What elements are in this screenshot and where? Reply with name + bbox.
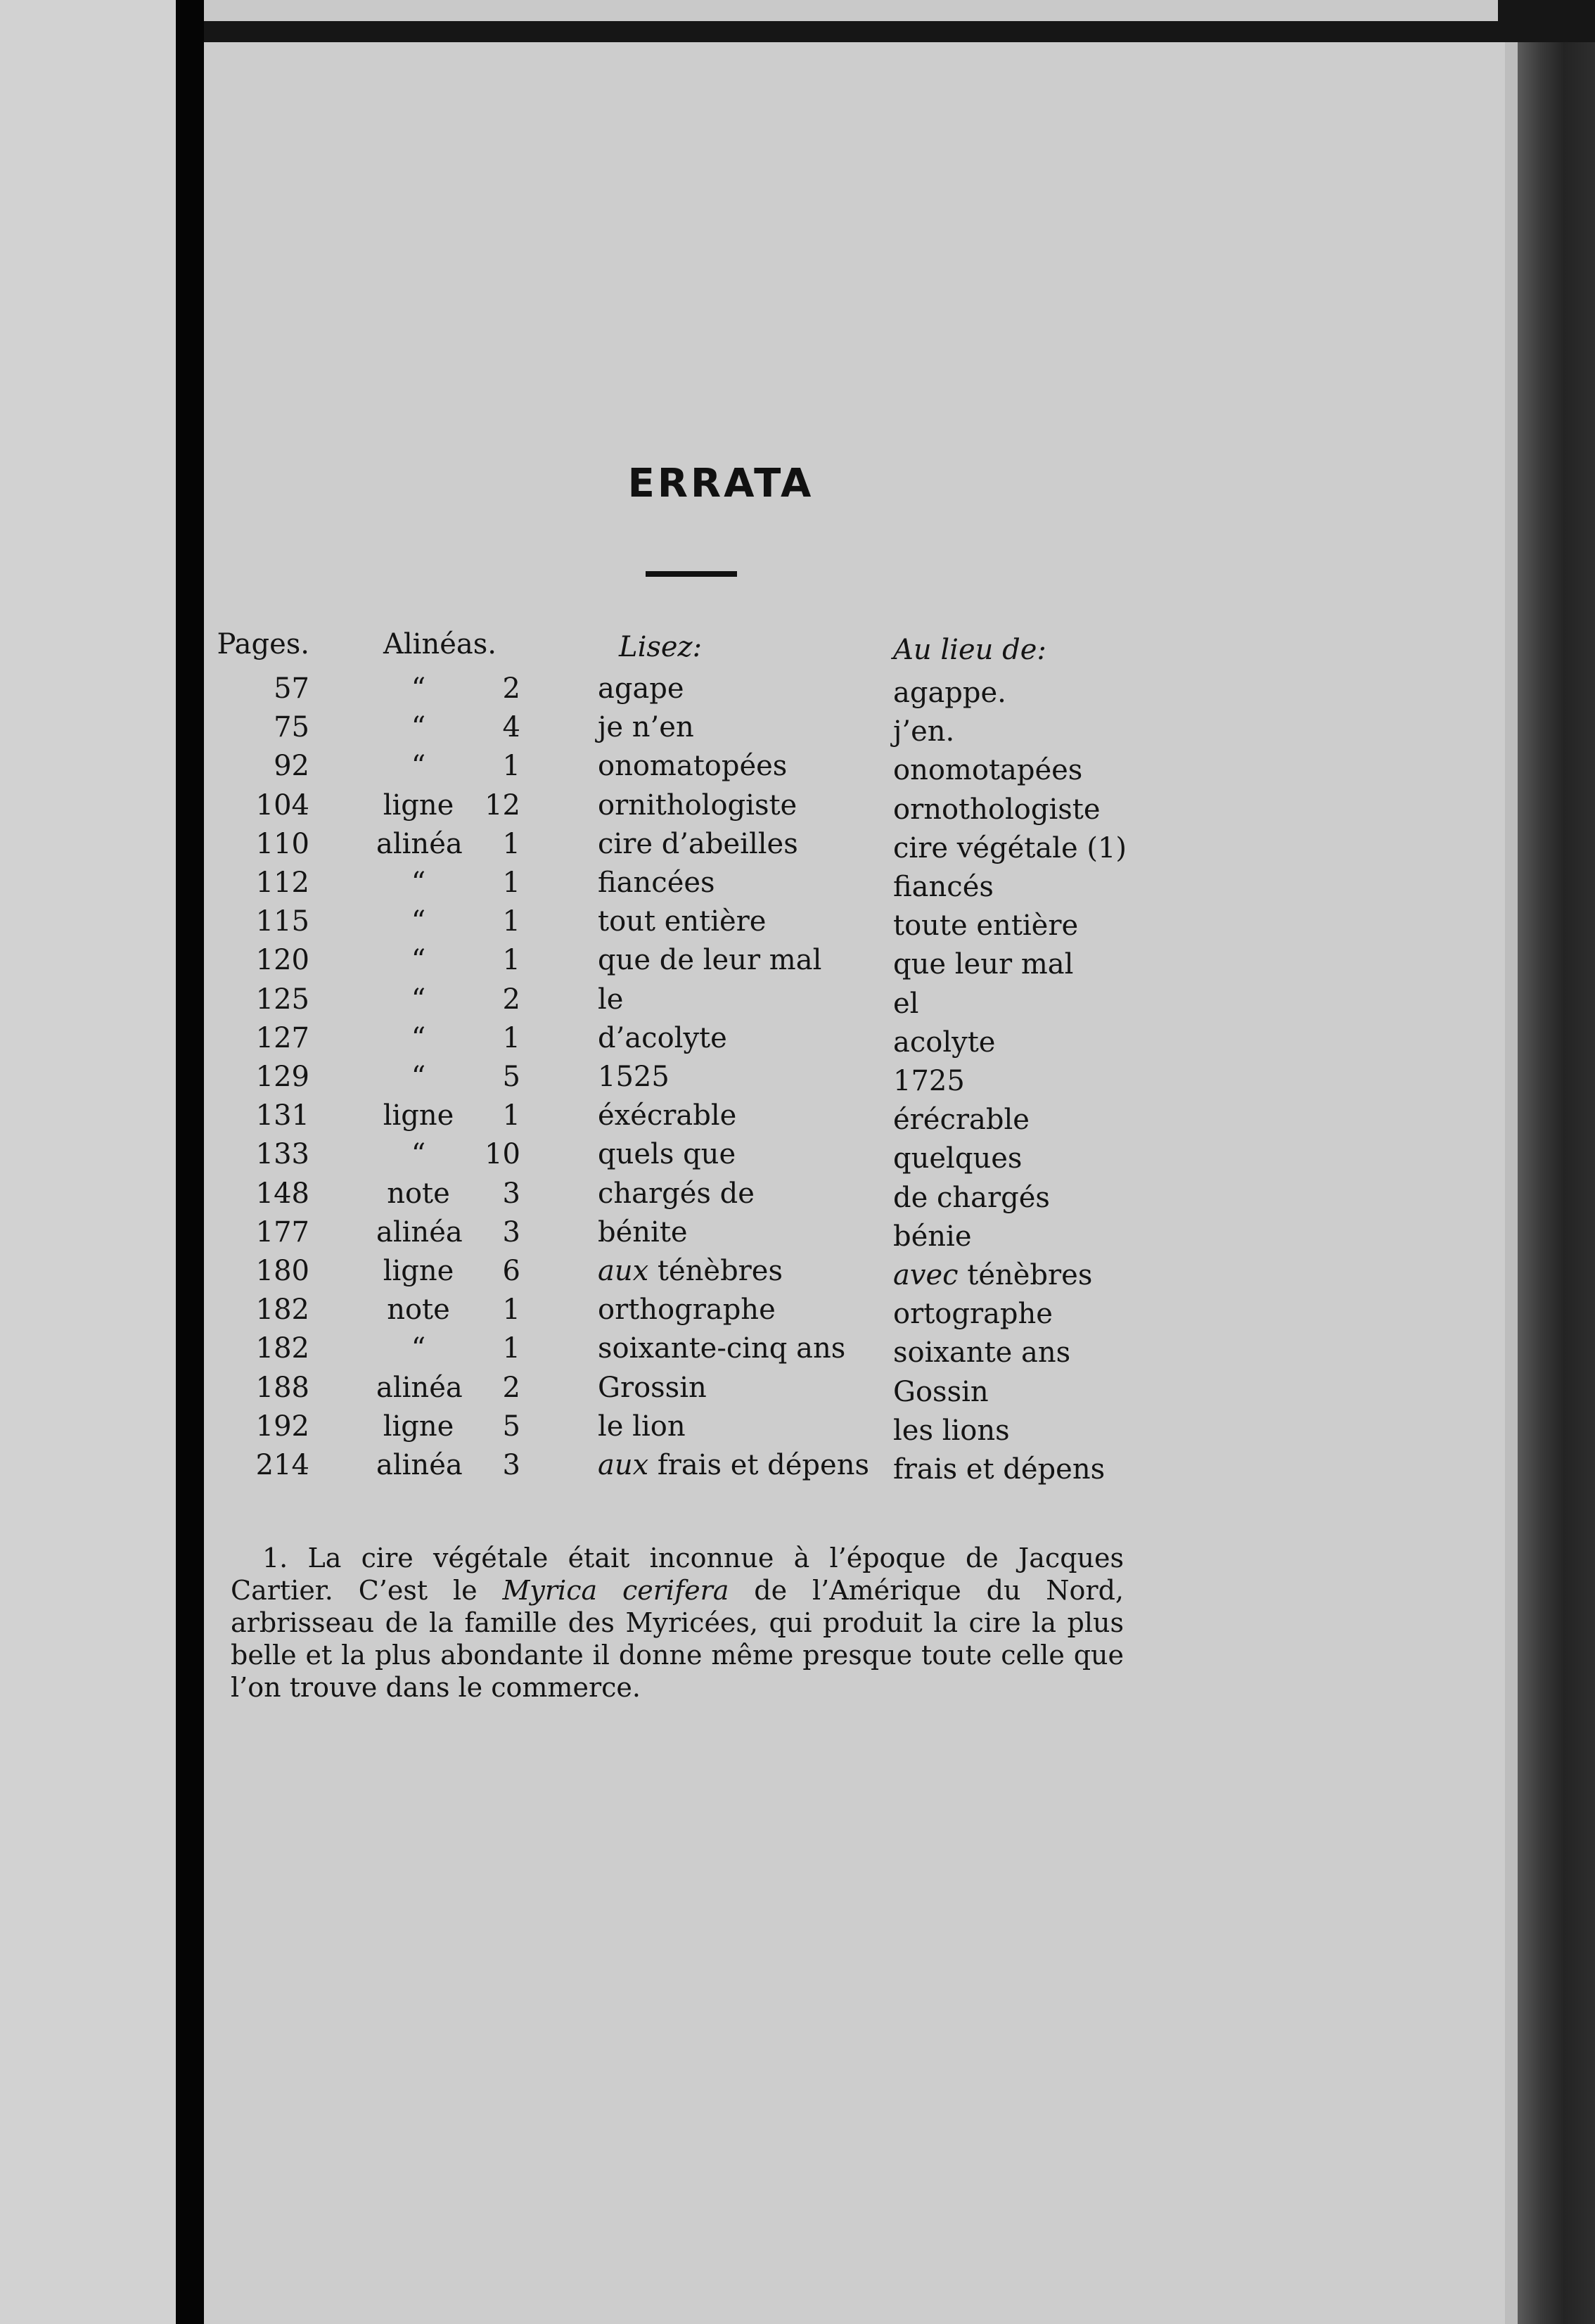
row-read-text: fiancées (598, 867, 715, 899)
row-page: 131 (255, 1099, 309, 1132)
row-read (598, 1060, 670, 1094)
row-kind: “ (411, 905, 426, 938)
page-edge-light (1505, 0, 1518, 2324)
row-read-text: frais et dépens (648, 1449, 869, 1481)
row-read (598, 1099, 736, 1132)
book-spine (176, 0, 204, 2324)
header-alineas: Alinéas. (383, 628, 497, 660)
row-number: 3 (502, 1449, 520, 1481)
row-page: 129 (255, 1061, 309, 1093)
row-read (598, 866, 715, 900)
row-read (598, 905, 766, 938)
row-original-text: cire végétale (1) (893, 832, 1127, 864)
row-page: 125 (255, 983, 309, 1016)
row-original (893, 1026, 995, 1059)
row-read-italic: aux (598, 1255, 649, 1287)
row-kind: ligne (383, 1099, 454, 1132)
header-pages: Pages. (217, 628, 309, 660)
row-page: 112 (255, 867, 309, 899)
row-read (598, 1410, 686, 1443)
row-original (893, 715, 954, 748)
row-original-text: ténèbres (958, 1259, 1093, 1291)
row-page: 182 (255, 1294, 309, 1326)
row-original (893, 1258, 1092, 1292)
row-kind: “ (411, 750, 426, 782)
row-original-text: bénie (893, 1220, 972, 1253)
row-kind: alinéa (376, 1449, 463, 1481)
row-original-text: que leur mal (893, 948, 1074, 981)
row-original (893, 753, 1082, 787)
row-read-text: chargés de (598, 1177, 755, 1210)
header-lisez: Lisez: (619, 631, 703, 663)
footnote-part2: de l’Amérique du Nord, arbrisseau de la famille des Myricées, qui produit la cire la plus belle et la plus abondante il donne même presque toute celle que l’on trouve dans le commerce. (231, 1575, 1124, 1703)
row-read-text: éxécrable (598, 1099, 737, 1132)
page-edge-shadow (1518, 0, 1595, 2324)
row-original (893, 1414, 1010, 1448)
row-read-text: soixante-cinq ans (598, 1332, 846, 1365)
row-kind: “ (411, 944, 426, 976)
row-page: 177 (255, 1216, 309, 1249)
row-read-text: orthographe (598, 1294, 776, 1326)
row-read (598, 1371, 707, 1405)
row-kind: alinéa (376, 1372, 463, 1404)
row-kind: ligne (383, 1410, 454, 1443)
row-number: 5 (502, 1061, 520, 1093)
row-page: 120 (255, 944, 309, 976)
row-read (598, 1332, 845, 1365)
row-read-text: 1525 (598, 1061, 670, 1093)
row-read-text: d’acolyte (598, 1022, 727, 1054)
row-read (598, 710, 694, 744)
row-page: 110 (255, 828, 309, 860)
row-original-text: soixante ans (893, 1336, 1071, 1369)
row-read-text: le lion (598, 1410, 686, 1443)
page-title: ERRATA (627, 461, 814, 506)
row-page: 188 (255, 1372, 309, 1404)
row-original-text: fiancés (893, 871, 994, 903)
row-original (893, 793, 1101, 826)
row-original (893, 947, 1073, 981)
header-au-lieu-de: Au lieu de: (893, 634, 1046, 666)
row-original-text: agappe. (893, 677, 1006, 709)
row-read-text: agape (598, 672, 684, 705)
row-original (893, 1064, 965, 1098)
row-kind: alinéa (376, 828, 463, 860)
row-kind: “ (411, 672, 426, 705)
row-page: 115 (255, 905, 309, 938)
row-number: 1 (502, 1332, 520, 1365)
row-number: 5 (502, 1410, 520, 1443)
row-original (893, 831, 1127, 865)
row-original-text: frais et dépens (893, 1453, 1106, 1486)
row-original-text: quelques (893, 1142, 1023, 1175)
row-kind: “ (411, 1061, 426, 1093)
row-original (893, 1375, 989, 1409)
footnote-text (231, 1542, 1124, 1704)
row-kind: ligne (383, 1255, 454, 1287)
row-number: 1 (502, 867, 520, 899)
row-page: 180 (255, 1255, 309, 1287)
row-original (893, 1142, 1022, 1175)
row-number: 2 (502, 983, 520, 1016)
row-number: 3 (502, 1216, 520, 1249)
row-original-text: ornothologiste (893, 793, 1101, 826)
row-read-italic: aux (598, 1449, 649, 1481)
row-original-text: acolyte (893, 1026, 996, 1059)
row-original (893, 1220, 972, 1253)
row-page: 104 (255, 789, 309, 822)
row-page: 214 (255, 1449, 309, 1481)
row-read (598, 1021, 727, 1055)
row-read-text: ornithologiste (598, 789, 798, 822)
row-original-text: les lions (893, 1415, 1010, 1447)
row-read-text: quels que (598, 1138, 736, 1170)
row-original-text: Gossin (893, 1376, 989, 1408)
row-original (893, 987, 918, 1021)
row-read-text: cire d’abeilles (598, 828, 798, 860)
row-page: 57 (274, 672, 309, 705)
row-original-text: onomotapées (893, 754, 1083, 786)
row-kind: ligne (383, 789, 454, 822)
row-read (598, 827, 798, 861)
row-number: 1 (502, 750, 520, 782)
row-kind: “ (411, 1332, 426, 1365)
row-number: 1 (502, 944, 520, 976)
row-kind: “ (411, 1138, 426, 1170)
row-read (598, 1177, 755, 1211)
row-number: 6 (502, 1255, 520, 1287)
row-original-text: toute entière (893, 909, 1079, 942)
row-read (598, 672, 684, 706)
row-original-text: j’en. (893, 715, 955, 748)
footnote-part1: 1. La cire végétale était inconnue à l’époque de Jacques Cartier. C’est le (231, 1543, 1124, 1606)
footnote (231, 1542, 1124, 1704)
row-original (893, 676, 1006, 710)
row-original-text: de chargés (893, 1182, 1050, 1214)
facing-page (0, 0, 176, 2324)
row-read-text: que de leur mal (598, 944, 822, 976)
row-original-italic: avec (893, 1259, 959, 1291)
row-original (893, 870, 994, 904)
row-original-text: érécrable (893, 1104, 1030, 1136)
row-read (598, 1254, 783, 1288)
row-number: 4 (502, 711, 520, 743)
row-read (598, 1137, 736, 1171)
row-number: 12 (485, 789, 520, 822)
row-read-text: onomatopées (598, 750, 788, 782)
row-number: 3 (502, 1177, 520, 1210)
row-page: 127 (255, 1022, 309, 1054)
top-page-strip (204, 0, 1498, 21)
row-read-text: tout entière (598, 905, 767, 938)
row-number: 10 (485, 1138, 520, 1170)
row-read (598, 943, 821, 977)
row-original-text: ortographe (893, 1298, 1053, 1330)
row-read (598, 983, 623, 1016)
row-read-text: ténèbres (648, 1255, 783, 1287)
row-read-text: Grossin (598, 1372, 707, 1404)
row-read (598, 1215, 688, 1249)
row-page: 75 (274, 711, 309, 743)
row-kind: “ (411, 867, 426, 899)
title-rule (646, 571, 737, 577)
row-kind: “ (411, 983, 426, 1016)
row-kind: “ (411, 1022, 426, 1054)
row-read-text: le (598, 983, 624, 1016)
row-original-text: 1725 (893, 1065, 965, 1097)
row-original (893, 909, 1078, 943)
row-original (893, 1297, 1053, 1331)
row-number: 1 (502, 1022, 520, 1054)
row-number: 1 (502, 905, 520, 938)
row-kind: alinéa (376, 1216, 463, 1249)
row-page: 92 (274, 750, 309, 782)
row-page: 192 (255, 1410, 309, 1443)
row-number: 1 (502, 828, 520, 860)
row-page: 182 (255, 1332, 309, 1365)
row-number: 1 (502, 1099, 520, 1132)
row-page: 148 (255, 1177, 309, 1210)
row-kind: note (387, 1177, 450, 1210)
row-number: 1 (502, 1294, 520, 1326)
row-number: 2 (502, 672, 520, 705)
row-kind: “ (411, 711, 426, 743)
row-kind: note (387, 1294, 450, 1326)
row-read (598, 1448, 869, 1482)
row-original (893, 1181, 1050, 1215)
row-original (893, 1452, 1105, 1486)
row-original (893, 1336, 1070, 1370)
row-number: 2 (502, 1372, 520, 1404)
row-read (598, 749, 787, 783)
row-read (598, 788, 797, 822)
row-read (598, 1293, 776, 1327)
row-original (893, 1103, 1030, 1137)
row-read-text: bénite (598, 1216, 688, 1249)
row-page: 133 (255, 1138, 309, 1170)
footnote-italic: Myrica cerifera (502, 1575, 729, 1606)
row-original-text: el (893, 988, 919, 1020)
row-read-text: je n’en (598, 711, 694, 743)
